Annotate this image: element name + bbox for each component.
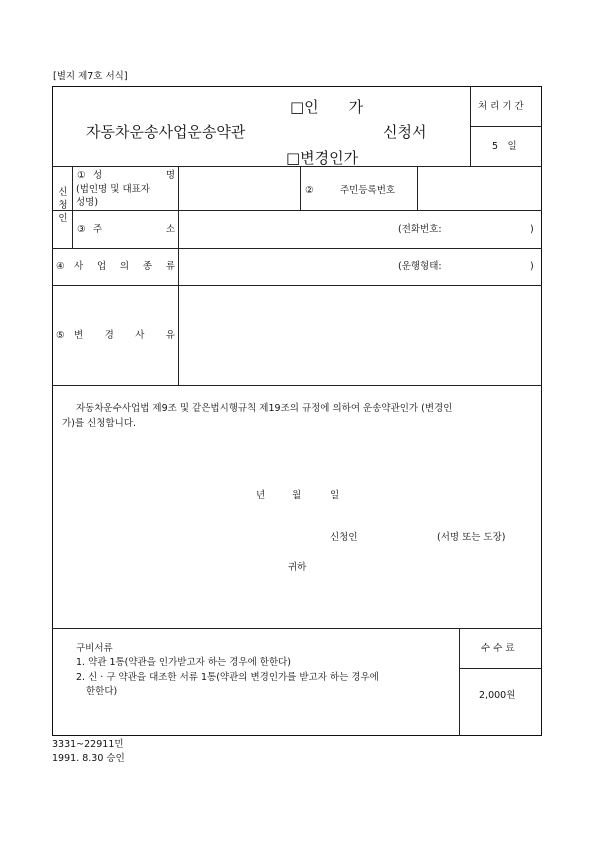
applicant-group-vline: [72, 166, 73, 248]
fee-vline: [459, 628, 460, 736]
id-label: 주민등록번호: [340, 185, 396, 196]
row-divider-2: [52, 248, 542, 249]
addressee-label: 귀하: [288, 562, 307, 573]
operation-form-label: (운행형태:: [398, 261, 442, 272]
processing-period-value: 5 일: [492, 141, 517, 152]
row-divider-5: [52, 628, 542, 629]
processing-vline: [470, 86, 471, 166]
reason-label: [74, 330, 175, 342]
documents-title: 구비서류: [76, 643, 113, 654]
business-type-input[interactable]: [180, 250, 392, 283]
address-number: ③: [77, 224, 86, 235]
processing-divider: [470, 126, 542, 127]
option-approval[interactable]: □인 가: [290, 98, 364, 116]
phone-close: ): [530, 224, 534, 235]
date-day-label: 일: [330, 490, 340, 501]
id-vline-left: [300, 166, 301, 210]
documents-item-2-cont: 한한다): [86, 686, 118, 697]
fee-value: 2,000원: [479, 690, 516, 701]
processing-period-label: 처리기간: [478, 101, 527, 112]
reason-label-char: 경: [104, 330, 114, 341]
statement-line-2: 가)를 신청합니다.: [62, 418, 136, 429]
footer-code: 3331~22911민: [52, 739, 124, 750]
reason-label-char: 유: [165, 330, 175, 341]
form-number-label: [별지 제7호 서식]: [53, 71, 128, 82]
applicant-group-label: 신청인: [58, 187, 68, 224]
reason-label-char: 변: [74, 330, 84, 341]
row-divider-3: [52, 285, 542, 286]
address-label-char: 주: [93, 224, 103, 235]
title-divider: [52, 166, 542, 167]
name-label-char: 성: [93, 170, 103, 181]
option-change-approval[interactable]: □변경인가: [286, 149, 359, 165]
reason-input[interactable]: [180, 287, 540, 383]
phone-input[interactable]: [454, 220, 528, 238]
statement-line-1: 자동차운수사업법 제9조 및 같은법시행규칙 제19조의 규정에 의하여 운송약관인가 (변경인: [76, 403, 453, 414]
form-title-suffix: 신청서: [383, 123, 427, 141]
id-vline-right: [417, 166, 418, 210]
operation-form-close: ): [530, 261, 534, 272]
name-input[interactable]: [180, 168, 298, 208]
documents-item-2: 2. 신 · 구 약관을 대조한 서류 1통(약관의 변경인가를 받고자 하는 경우에: [76, 672, 379, 683]
option-change-clip: [280, 148, 390, 165]
business-label-char: 종: [142, 261, 153, 272]
name-sublabel: (법인명 및 대표자: [76, 184, 150, 195]
footer-approval: 1991. 8.30 승인: [52, 753, 125, 764]
signature-hint: (서명 또는 도장): [437, 532, 506, 543]
address-label: [93, 224, 175, 236]
documents-item-1: 1. 약관 1통(약관을 인가받고자 하는 경우에 한한다): [76, 657, 292, 668]
name-label-char: 명: [165, 170, 175, 181]
phone-label: (전화번호:: [398, 224, 442, 235]
business-label: [74, 261, 175, 273]
fee-label: 수 수 료: [481, 643, 515, 654]
reason-number: ⑤: [56, 330, 65, 341]
business-label-char: 업: [96, 261, 107, 272]
address-label-char: 소: [165, 224, 175, 235]
address-input[interactable]: [180, 212, 392, 246]
name-sublabel-2: 성명): [76, 197, 99, 208]
business-number: ④: [56, 261, 65, 272]
operation-form-input[interactable]: [454, 257, 528, 275]
id-input[interactable]: [419, 168, 540, 208]
row-divider-4: [52, 385, 542, 386]
label-column-vline: [178, 166, 179, 385]
name-label: [93, 170, 175, 182]
applicant-sign-input[interactable]: [368, 528, 434, 546]
business-label-char: 류: [165, 261, 175, 272]
date-year-label: 년: [256, 490, 266, 501]
row-divider-1: [52, 210, 542, 211]
date-month-label: 월: [292, 490, 302, 501]
form-title: 자동차운송사업운송약관: [86, 123, 246, 141]
business-label-char: 사: [74, 261, 84, 272]
fee-divider: [459, 668, 542, 669]
reason-label-char: 사: [135, 330, 145, 341]
name-number: ①: [77, 170, 86, 181]
applicant-sign-label: 신청인: [330, 532, 358, 543]
business-label-char: 의: [119, 261, 130, 272]
id-number: ②: [305, 185, 314, 196]
